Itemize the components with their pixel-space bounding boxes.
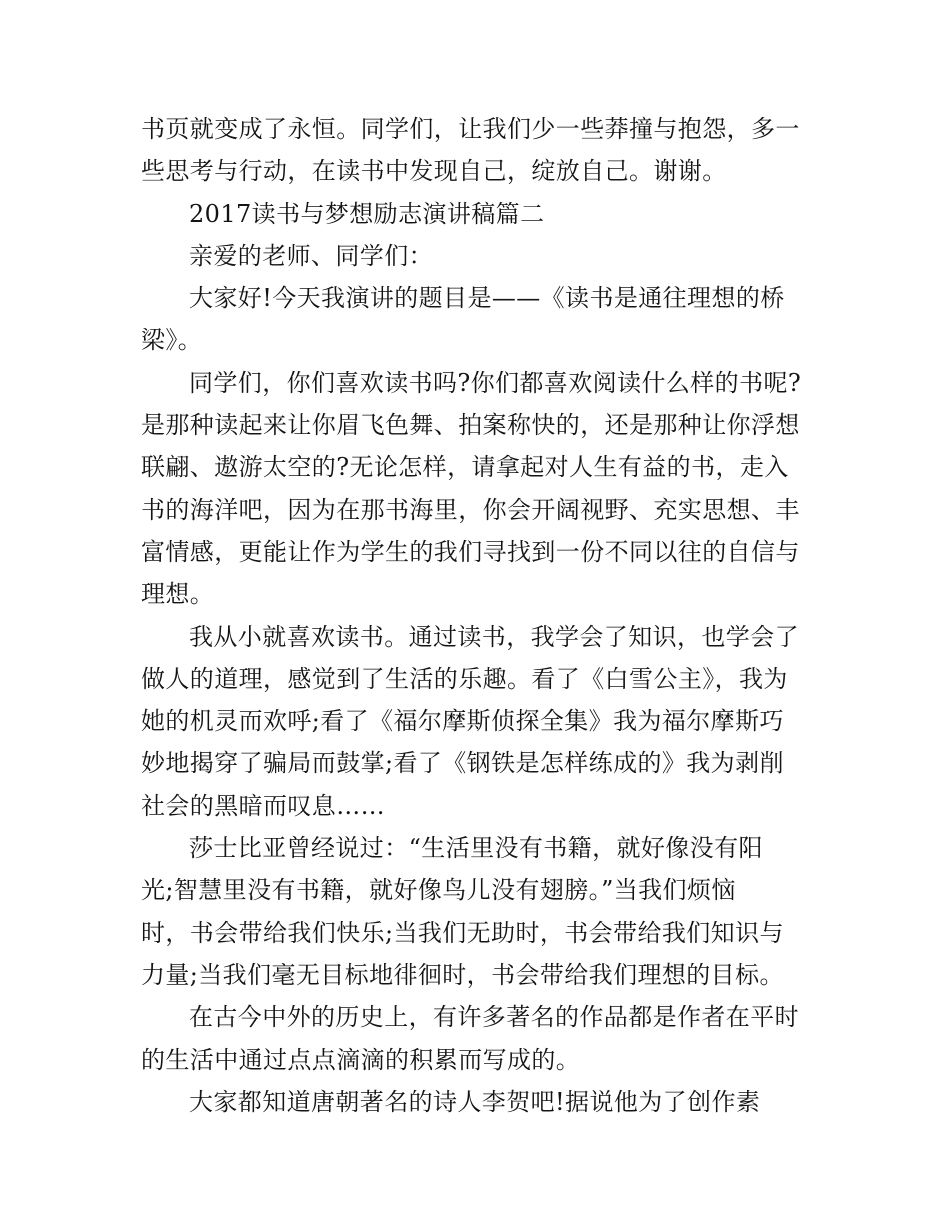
text-line: 时，书会带给我们快乐;当我们无助时，书会带给我们知识与: [141, 918, 784, 947]
text-line: 妙地揭穿了骗局而鼓掌;看了《钢铁是怎样练成的》我为剥削: [141, 749, 784, 778]
text-line: 书页就变成了永恒。同学们，让我们少一些莽撞与抱怨，多一: [141, 115, 800, 143]
text-line: 是那种读起来让你眉飞色舞、拍案称快的，还是那种让你浮想: [141, 411, 800, 440]
text-line: 些思考与行动，在读书中发现自己，绽放自己。谢谢。: [141, 157, 727, 186]
text-line: 同学们，你们喜欢读书吗?你们都喜欢阅读什么样的书呢?: [189, 368, 802, 397]
text-line: 富情感，更能让作为学生的我们寻找到一份不同以往的自信与: [141, 537, 800, 566]
text-line: 梁》。: [141, 326, 203, 355]
text-line: 的生活中通过点点滴滴的积累而写成的。: [141, 1045, 581, 1074]
text-line: 社会的黑暗而叹息……: [141, 791, 385, 820]
text-line: 力量;当我们毫无目标地徘徊时，书会带给我们理想的目标。: [141, 960, 784, 989]
text-line: 大家都知道唐朝著名的诗人李贺吧!据说他为了创作素: [189, 1087, 761, 1116]
text-line: 理想。: [141, 580, 215, 609]
text-line: 在古今中外的历史上，有许多著名的作品都是作者在平时: [189, 1003, 799, 1032]
text-line: 光;智慧里没有书籍，就好像鸟儿没有翅膀。”当我们烦恼: [141, 876, 736, 905]
text-line: 大家好!今天我演讲的题目是——《读书是通往理想的桥: [189, 284, 785, 313]
text-line: 她的机灵而欢呼;看了《福尔摩斯侦探全集》我为福尔摩斯巧: [141, 707, 784, 736]
text-line: 亲爱的老师、同学们：: [189, 241, 433, 270]
text-line: 书的海洋吧，因为在那书海里，你会开阔视野、充实思想、丰: [141, 495, 800, 524]
text-line: 联翩、遨游太空的?无论怎样，请拿起对人生有益的书，走入: [141, 453, 789, 482]
text-line: 做人的道理，感觉到了生活的乐趣。看了《白雪公主》，我为: [141, 664, 788, 693]
body-text: [141, 108, 821, 1123]
text-line: 莎士比亚曾经说过：“生活里没有书籍，就好像没有阳: [189, 834, 763, 863]
text-line: 2017读书与梦想励志演讲稿篇二: [189, 199, 545, 228]
text-line: 我从小就喜欢读书。通过读书，我学会了知识，也学会了: [189, 622, 799, 651]
